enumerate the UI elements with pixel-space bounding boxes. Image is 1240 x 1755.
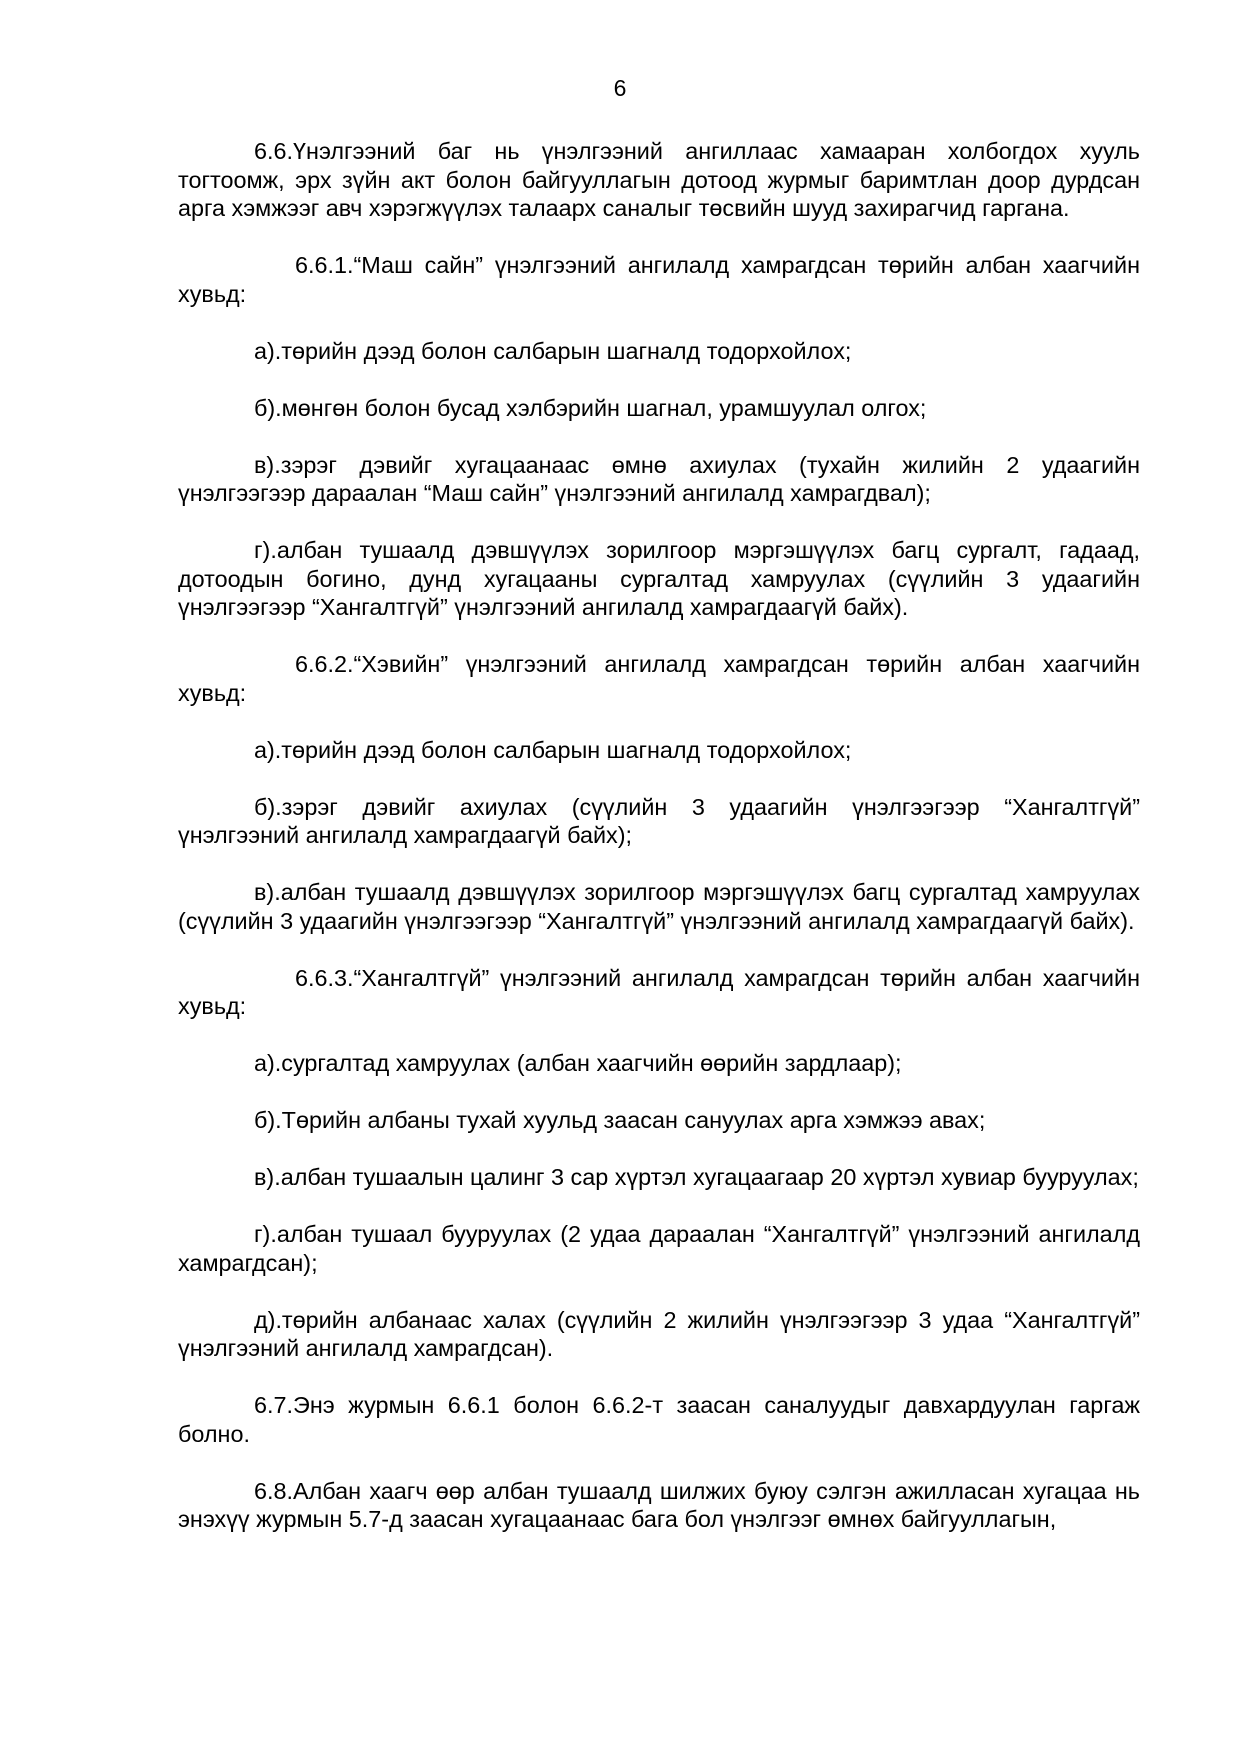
item-6-6-2-b: б).зэрэг дэвийг ахиулах (сүүлийн 3 удаагийн үнэлгээгээр “Хангалтгүй” үнэлгээний ангилалд хамрагдаагүй байх);	[178, 793, 1140, 848]
item-6-6-1-b: б).мөнгөн болон бусад хэлбэрийн шагнал, урамшуулал олгох;	[254, 394, 927, 421]
item-6-6-1-g: г).албан тушаалд дэвшүүлэх зорилгоор мэргэшүүлэх багц сургалт, гадаад, дотоодын богино, дунд хугацааны сургалтад хамруулах (сүүлийн 3 удаагийн үнэлгээгээр “Хангалтгүй” үнэлгээний ангилалд хамрагдаагүй байх).	[178, 537, 1140, 620]
paragraph-6-7: 6.7.Энэ журмын 6.6.1 болон 6.6.2-т заасан саналуудыг давхардуулан гаргаж болно.	[178, 1392, 1140, 1447]
item-6-6-3-a: а).сургалтад хамруулах (албан хаагчийн өөрийн зардлаар);	[254, 1050, 902, 1076]
item-6-6-3-v: в).албан тушаалын цалинг 3 сар хүртэл хугацаагаар 20 хүртэл хувиар бууруулах;	[254, 1164, 1139, 1190]
item-6-6-2-a: а).төрийн дээд болон салбарын шагналд тодорхойлох;	[254, 736, 852, 763]
paragraph-6-6-3: 6.6.3.“Хангалтгүй” үнэлгээний ангилалд хамрагдсан төрийн албан хаагчийн хувьд:	[178, 964, 1140, 1019]
document-body	[178, 137, 1140, 1534]
paragraph-6-8: 6.8.Албан хаагч өөр албан тушаалд шилжих буюу сэлгэн ажилласан хугацаа нь энэхүү журмын 5.7-д заасан хугацаанаас бага бол үнэлгээг өмнөх байгууллагын,	[178, 1477, 1140, 1532]
paragraph-6-6-1: 6.6.1.“Маш сайн” үнэлгээний ангилалд хамрагдсан төрийн албан хаагчийн хувьд:	[178, 252, 1140, 307]
item-6-6-3-d: д).төрийн албанаас халах (сүүлийн 2 жилийн үнэлгээгээр 3 удаа “Хангалтгүй” үнэлгээний ангилалд хамрагдсан).	[178, 1306, 1140, 1361]
item-6-6-1-v: в).зэрэг дэвийг хугацаанаас өмнө ахиулах (тухайн жилийн 2 удаагийн үнэлгээгээр дараалан “Маш сайн” үнэлгээний ангилалд хамрагдвал);	[178, 451, 1140, 506]
item-6-6-1-a: а).төрийн дээд болон салбарын шагналд тодорхойлох;	[254, 337, 852, 364]
item-6-6-3-b: б).Төрийн албаны тухай хуульд заасан сануулах арга хэмжээ авах;	[254, 1107, 986, 1133]
item-6-6-2-v: в).албан тушаалд дэвшүүлэх зорилгоор мэргэшүүлэх багц сургалтад хамруулах (сүүлийн 3 удаагийн үнэлгээгээр “Хангалтгүй” үнэлгээний ангилалд хамрагдаагүй байх).	[178, 879, 1140, 934]
paragraph-6-6-2: 6.6.2.“Хэвийн” үнэлгээний ангилалд хамрагдсан төрийн албан хаагчийн хувьд:	[178, 651, 1140, 706]
item-6-6-3-g: г).албан тушаал бууруулах (2 удаа дараалан “Хангалтгүй” үнэлгээний ангилалд хамрагдсан);	[178, 1221, 1140, 1276]
page-number: 6	[613, 75, 627, 101]
paragraph-6-6: 6.6.Үнэлгээний баг нь үнэлгээний ангиллаас хамааран холбогдох хууль тогтоомж, эрх зүйн акт болон байгууллагын дотоод журмыг баримтлан доор дурдсан арга хэмжээг авч хэрэгжүүлэх талаарх саналыг төсвийн шууд захирагчид гаргана.	[178, 138, 1140, 221]
